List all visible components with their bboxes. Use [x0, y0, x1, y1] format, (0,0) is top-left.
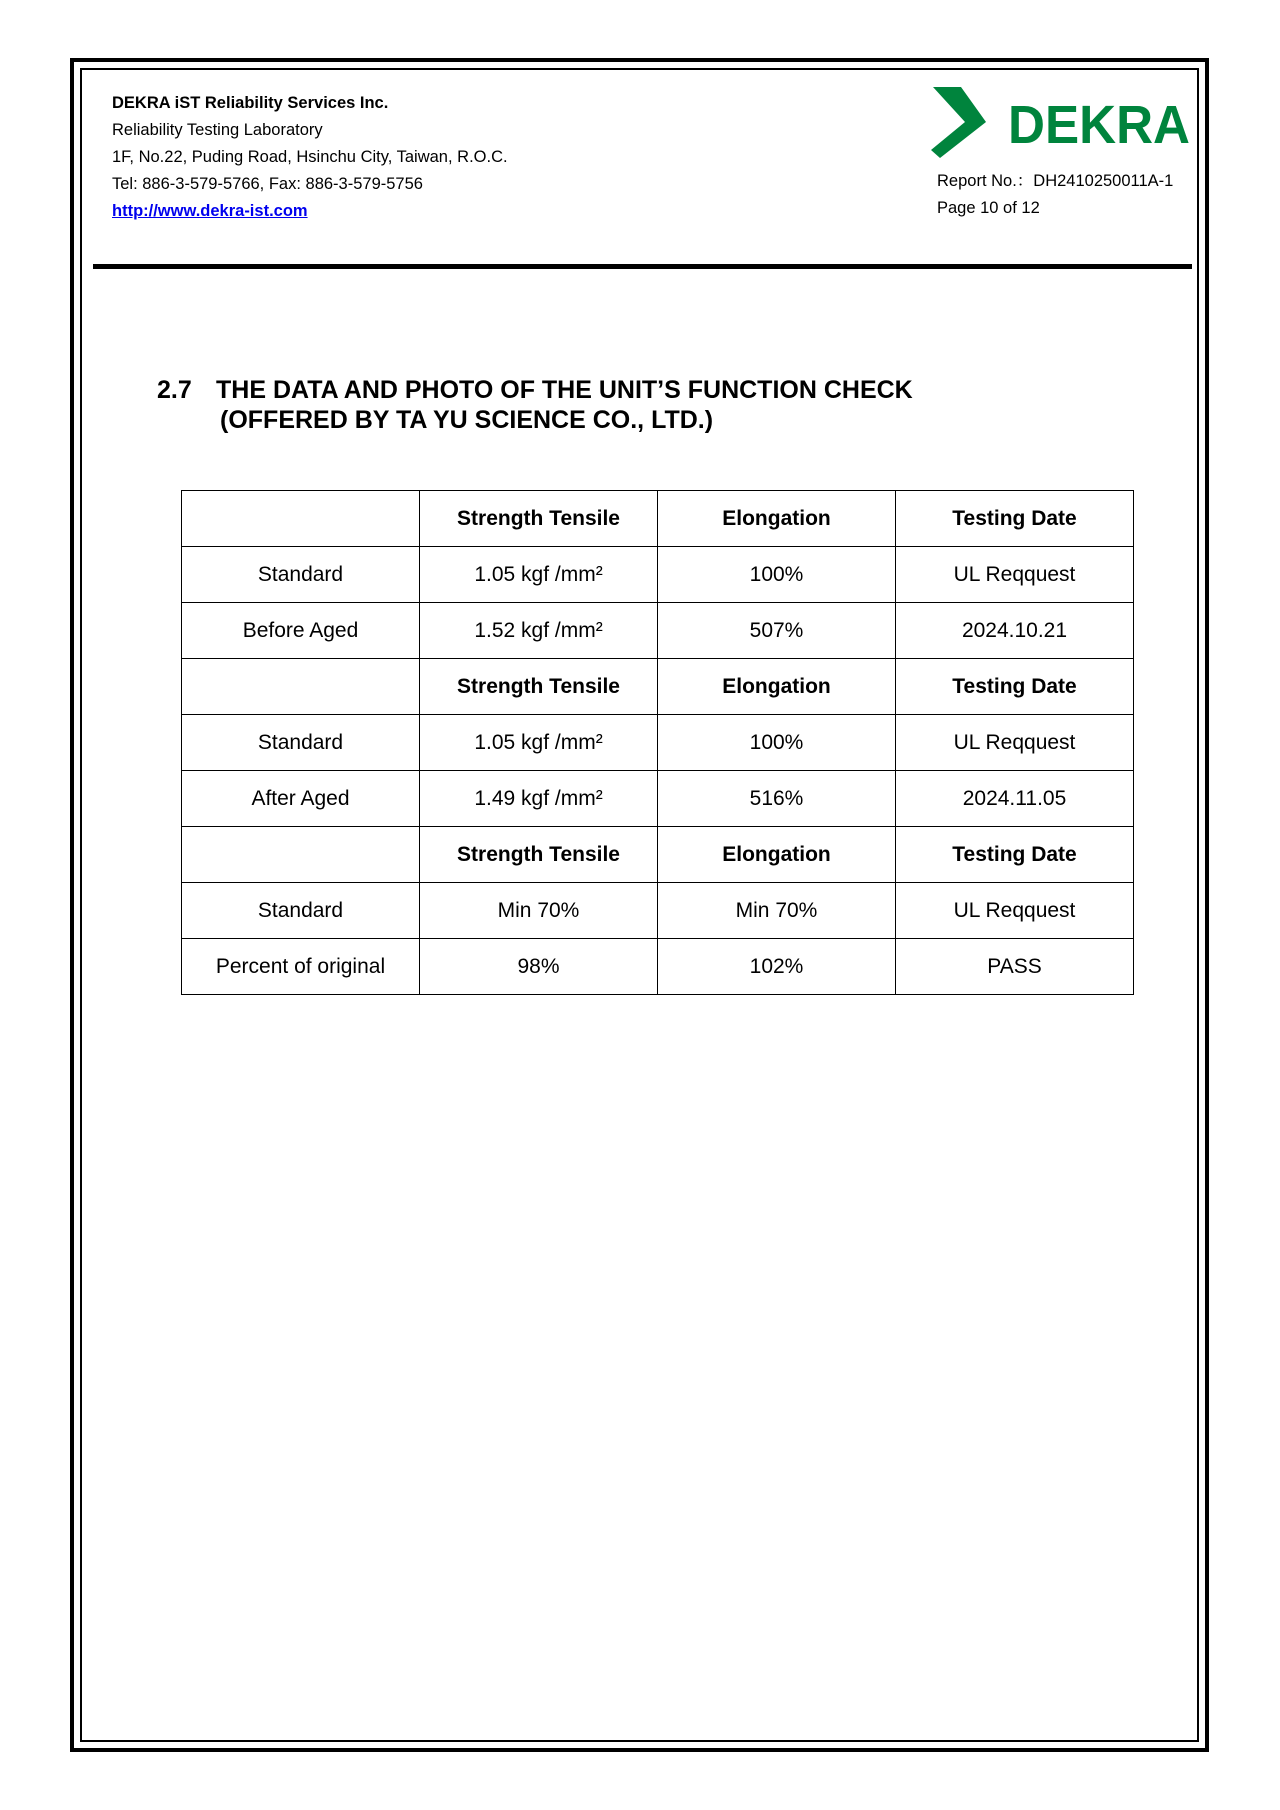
table-cell: Before Aged: [182, 603, 420, 659]
lab-name: Reliability Testing Laboratory: [112, 121, 323, 139]
table-header-cell: Strength Tensile: [420, 659, 658, 715]
header-divider: [93, 264, 1192, 269]
table-cell: 516%: [658, 771, 896, 827]
table-header-cell: Strength Tensile: [420, 491, 658, 547]
table-header-cell: Elongation: [658, 491, 896, 547]
table-cell: UL Reqquest: [896, 715, 1134, 771]
table-cell: 2024.10.21: [896, 603, 1134, 659]
table-cell: 2024.11.05: [896, 771, 1134, 827]
table-header-row: [182, 827, 1134, 883]
table-row: [182, 883, 1134, 939]
table-cell: 1.52 kgf /mm²: [420, 603, 658, 659]
table-cell: After Aged: [182, 771, 420, 827]
section-title-line1: THE DATA AND PHOTO OF THE UNIT’S FUNCTION CHECK: [216, 376, 913, 404]
report-meta: [937, 168, 1173, 222]
company-phone: Tel: 886-3-579-5766, Fax: 886-3-579-5756: [112, 175, 423, 193]
table-cell: UL Reqquest: [896, 883, 1134, 939]
company-name: DEKRA iST Reliability Services Inc.: [112, 94, 389, 112]
table-row: [182, 771, 1134, 827]
table-header-cell: Testing Date: [896, 827, 1134, 883]
dekra-logo-arrow-icon: [931, 87, 986, 158]
table-cell: 100%: [658, 547, 896, 603]
table-cell: 1.05 kgf /mm²: [420, 715, 658, 771]
table-row: [182, 715, 1134, 771]
section-heading: [157, 375, 913, 435]
table-cell: Standard: [182, 547, 420, 603]
section-number: 2.7: [157, 376, 192, 404]
report-number: Report No.：DH2410250011A-1: [937, 172, 1174, 190]
table-cell: 1.05 kgf /mm²: [420, 547, 658, 603]
table-header-cell: Elongation: [658, 659, 896, 715]
table-row: [182, 547, 1134, 603]
dekra-logo: [928, 84, 1192, 160]
table-cell: 507%: [658, 603, 896, 659]
table-cell: Min 70%: [420, 883, 658, 939]
table-header-row: [182, 659, 1134, 715]
table-header-cell: [182, 491, 420, 547]
table-cell: 102%: [658, 939, 896, 995]
table-header-cell: Strength Tensile: [420, 827, 658, 883]
table-header-cell: Testing Date: [896, 659, 1134, 715]
table-cell: Standard: [182, 715, 420, 771]
function-check-table: [181, 490, 1134, 995]
table-row: [182, 603, 1134, 659]
table-cell: 1.49 kgf /mm²: [420, 771, 658, 827]
website-link[interactable]: http://www.dekra-ist.com: [112, 202, 308, 220]
dekra-logo-text: DEKRA: [1008, 95, 1190, 155]
company-address: 1F, No.22, Puding Road, Hsinchu City, Taiwan, R.O.C.: [112, 148, 508, 166]
table-header-cell: [182, 827, 420, 883]
table-header-cell: Testing Date: [896, 491, 1134, 547]
table-cell: Percent of original: [182, 939, 420, 995]
table-header-cell: Elongation: [658, 827, 896, 883]
table-cell: 98%: [420, 939, 658, 995]
page-number: Page 10 of 12: [937, 199, 1040, 217]
table-cell: Min 70%: [658, 883, 896, 939]
table-header-cell: [182, 659, 420, 715]
table-header-row: [182, 491, 1134, 547]
section-title-line2: (OFFERED BY TA YU SCIENCE CO., LTD.): [220, 406, 714, 434]
table-cell: 100%: [658, 715, 896, 771]
company-info: [112, 90, 508, 225]
table-cell: PASS: [896, 939, 1134, 995]
table-row: [182, 939, 1134, 995]
table-cell: Standard: [182, 883, 420, 939]
table-cell: UL Reqquest: [896, 547, 1134, 603]
